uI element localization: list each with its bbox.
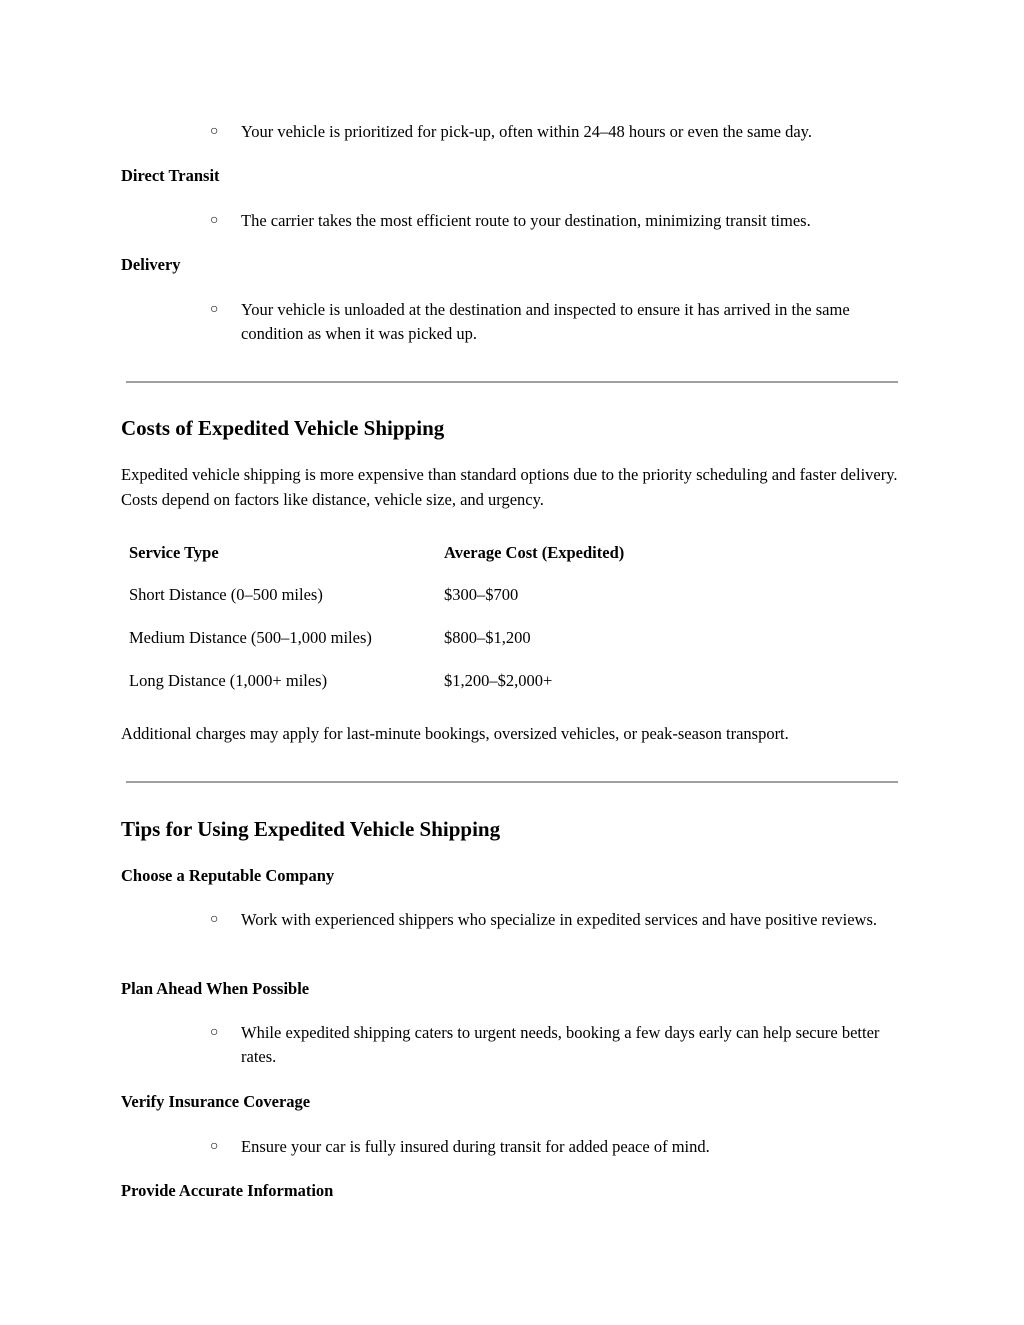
subheading-direct-transit: Direct Transit (121, 166, 220, 185)
bullet-text: Ensure your car is fully insured during transit for added peace of mind. (241, 1137, 710, 1156)
subheading-verify-insurance: Verify Insurance Coverage (121, 1092, 311, 1111)
table-cell-service-type: Long Distance (1,000+ miles) (129, 671, 328, 690)
hollow-circle-bullet-icon: ○ (210, 912, 219, 927)
table-cell-average-cost: $300–$700 (444, 585, 519, 604)
table-cell-average-cost: $1,200–$2,000+ (444, 671, 553, 690)
horizontal-divider (126, 381, 898, 383)
table-cell-service-type: Medium Distance (500–1,000 miles) (129, 628, 372, 647)
bullet-text: Work with experienced shippers who specialize in expedited services and have positive reviews. (241, 910, 877, 929)
bullet-text: While expedited shipping caters to urgent needs, booking a few days early can help secure better rates. (241, 1023, 880, 1066)
hollow-circle-bullet-icon: ○ (210, 302, 219, 317)
table-header-average-cost: Average Cost (Expedited) (444, 543, 625, 562)
subheading-plan-ahead: Plan Ahead When Possible (121, 979, 310, 998)
table-cell-service-type: Short Distance (0–500 miles) (129, 585, 323, 604)
hollow-circle-bullet-icon: ○ (210, 124, 219, 139)
bullet-text: Your vehicle is prioritized for pick-up, often within 24–48 hours or even the same day. (241, 122, 812, 141)
horizontal-divider (126, 781, 898, 783)
table-cell-average-cost: $800–$1,200 (444, 628, 531, 647)
section-title-tips: Tips for Using Expedited Vehicle Shipping (121, 817, 501, 841)
hollow-circle-bullet-icon: ○ (210, 1025, 219, 1040)
bullet-text: Your vehicle is unloaded at the destination and inspected to ensure it has arrived in the same condition as when it was picked up. (241, 300, 850, 343)
subheading-choose-company: Choose a Reputable Company (121, 866, 335, 885)
table-header-service-type: Service Type (129, 543, 219, 562)
section-title-costs: Costs of Expedited Vehicle Shipping (121, 416, 445, 440)
hollow-circle-bullet-icon: ○ (210, 1139, 219, 1154)
subheading-delivery: Delivery (121, 255, 181, 274)
hollow-circle-bullet-icon: ○ (210, 213, 219, 228)
subheading-accurate-info: Provide Accurate Information (121, 1181, 334, 1200)
bullet-text: The carrier takes the most efficient route to your destination, minimizing transit times. (241, 211, 811, 230)
costs-note-paragraph: Additional charges may apply for last-minute bookings, oversized vehicles, or peak-season transport. (121, 724, 789, 743)
costs-intro-paragraph: Expedited vehicle shipping is more expensive than standard options due to the priority scheduling and faster delivery. Costs depend on factors like distance, vehicle size, and urgency. (121, 465, 898, 509)
